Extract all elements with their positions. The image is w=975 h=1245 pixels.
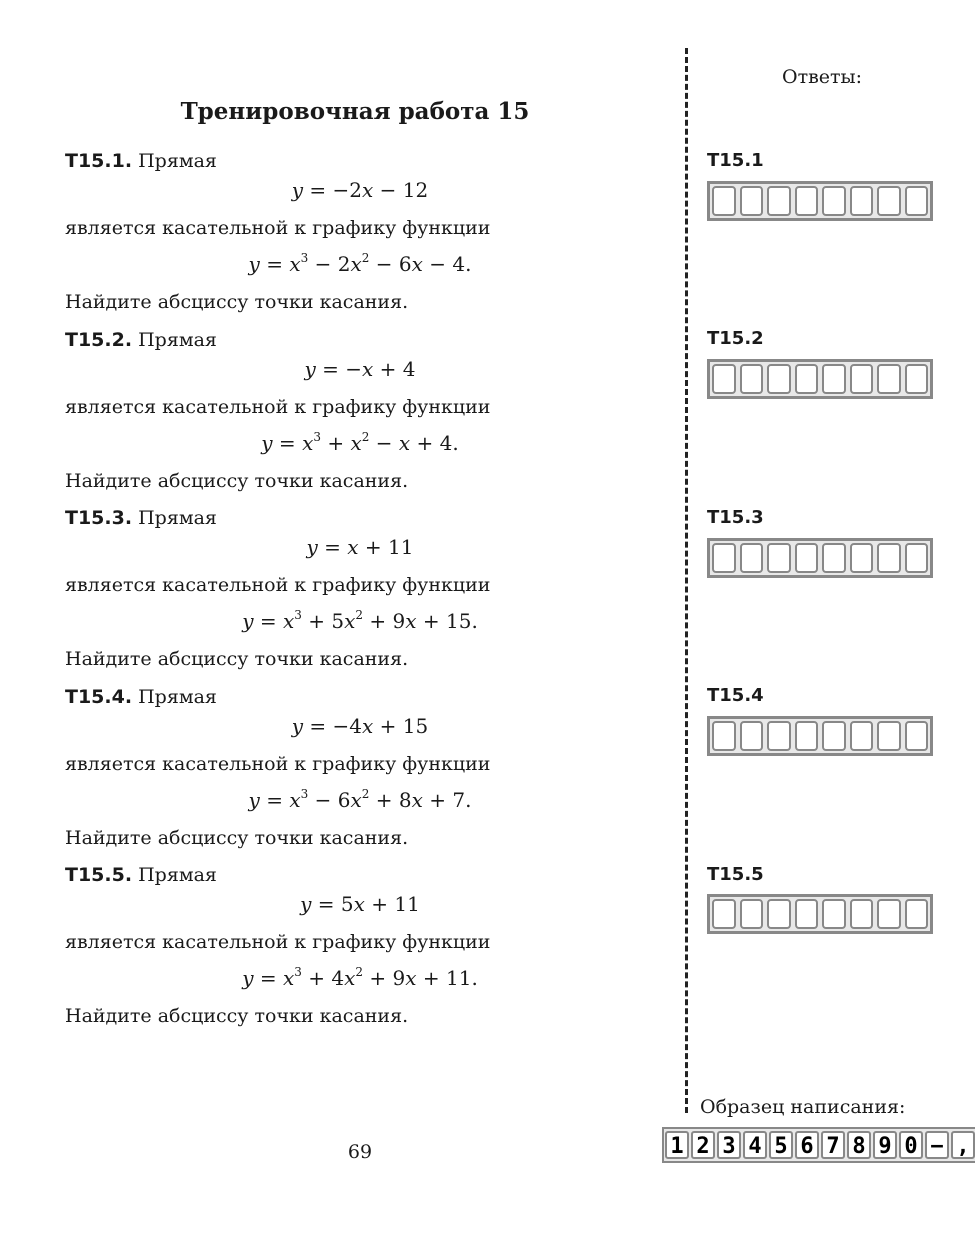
math-variable: x	[350, 788, 362, 812]
math-exponent: 3	[294, 608, 302, 622]
math-variable: x	[362, 178, 374, 202]
answer-cell[interactable]	[905, 899, 929, 929]
answer-label: Т15.4	[707, 685, 764, 706]
math-text: = 5	[311, 892, 354, 916]
task-label: Т15.5.	[65, 864, 133, 886]
function-equation	[65, 251, 655, 277]
function-equation	[65, 787, 655, 813]
sample-char: 9	[873, 1131, 897, 1159]
math-text: + 8	[369, 788, 412, 812]
answer-cell[interactable]	[877, 364, 901, 394]
math-text: + 11	[364, 892, 420, 916]
sample-char: 4	[743, 1131, 767, 1159]
math-exponent: 2	[361, 787, 370, 801]
math-variable: y	[304, 357, 316, 381]
math-variable: y	[242, 609, 254, 633]
answer-cell[interactable]	[795, 186, 819, 216]
math-text: +	[320, 431, 351, 455]
answers-title: Ответы:	[782, 66, 863, 88]
task-description: является касательной к графику функции	[65, 574, 491, 596]
answer-cell[interactable]	[877, 186, 901, 216]
task-label: Т15.4.	[65, 686, 133, 708]
math-text: = −2	[303, 178, 363, 202]
math-exponent: 2	[361, 430, 370, 444]
sample-char: 1	[665, 1131, 689, 1159]
math-variable: x	[411, 788, 423, 812]
math-variable: x	[362, 714, 374, 738]
answer-cell[interactable]	[877, 899, 901, 929]
sample-label: Образец написания:	[700, 1096, 906, 1118]
answer-cell[interactable]	[822, 899, 846, 929]
answer-cell[interactable]	[712, 899, 736, 929]
math-variable: y	[261, 431, 273, 455]
answer-label: Т15.2	[707, 328, 764, 349]
answer-cell[interactable]	[877, 721, 901, 751]
math-variable: y	[306, 535, 318, 559]
math-text: − 6	[308, 788, 351, 812]
math-text: + 15.	[416, 609, 478, 633]
sample-char: 5	[769, 1131, 793, 1159]
answer-cell[interactable]	[767, 543, 791, 573]
answer-cell[interactable]	[905, 543, 929, 573]
math-exponent: 3	[300, 251, 309, 265]
math-variable: x	[353, 892, 365, 916]
answer-label: Т15.1	[707, 150, 764, 171]
answer-cell[interactable]	[905, 186, 929, 216]
math-text: = −4	[303, 714, 363, 738]
math-text: − 12	[373, 178, 429, 202]
math-exponent: 2	[355, 608, 364, 622]
dashed-divider	[685, 48, 688, 1113]
task-question: Найдите абсциссу точки касания.	[65, 291, 409, 313]
page-number: 69	[347, 1141, 373, 1163]
line-equation	[65, 534, 655, 560]
answer-cell[interactable]	[850, 186, 874, 216]
task-2	[65, 328, 665, 508]
math-variable: x	[289, 252, 301, 276]
task-header	[65, 506, 217, 530]
task-intro: Прямая	[138, 864, 217, 886]
answer-field-4[interactable]	[707, 716, 933, 756]
task-5	[65, 863, 665, 1043]
math-text: + 15	[373, 714, 429, 738]
task-question: Найдите абсциссу точки касания.	[65, 648, 409, 670]
answer-cell[interactable]	[740, 186, 764, 216]
answer-cell[interactable]	[822, 543, 846, 573]
answer-cell[interactable]	[905, 721, 929, 751]
answer-label: Т15.5	[707, 864, 764, 885]
math-text: =	[259, 252, 290, 276]
page-title: Тренировочная работа 15	[180, 98, 530, 125]
sample-char: 6	[795, 1131, 819, 1159]
answer-cell[interactable]	[795, 364, 819, 394]
answer-cell[interactable]	[712, 721, 736, 751]
answer-cell[interactable]	[877, 543, 901, 573]
task-description: является касательной к графику функции	[65, 753, 491, 775]
math-variable: x	[282, 966, 295, 990]
math-exponent: 2	[361, 251, 370, 265]
task-description: является касательной к графику функции	[65, 931, 491, 953]
math-variable: y	[248, 788, 260, 812]
math-variable: x	[405, 609, 417, 633]
task-header	[65, 328, 217, 352]
answer-cell[interactable]	[850, 364, 874, 394]
math-text: −	[369, 431, 399, 455]
answer-field-1[interactable]	[707, 181, 933, 221]
math-text: + 9	[363, 966, 406, 990]
math-variable: x	[398, 431, 411, 455]
math-variable: x	[405, 966, 417, 990]
answer-cell[interactable]	[767, 186, 791, 216]
answer-cell[interactable]	[822, 721, 846, 751]
task-intro: Прямая	[138, 686, 217, 708]
answer-cell[interactable]	[905, 364, 929, 394]
answer-cell[interactable]	[795, 543, 819, 573]
math-exponent: 3	[294, 965, 302, 979]
line-equation	[65, 177, 655, 203]
task-question: Найдите абсциссу точки касания.	[65, 1005, 409, 1027]
math-variable: x	[350, 252, 362, 276]
math-exponent: 3	[300, 787, 309, 801]
math-text: + 5	[301, 609, 345, 633]
math-variable: x	[302, 431, 314, 455]
answer-cell[interactable]	[740, 721, 764, 751]
answer-field-5[interactable]	[707, 894, 933, 934]
task-question: Найдите абсциссу точки касания.	[65, 827, 409, 849]
function-equation	[65, 965, 655, 991]
answer-cell[interactable]	[850, 899, 874, 929]
answer-cell[interactable]	[740, 543, 764, 573]
math-exponent: 2	[355, 965, 364, 979]
line-equation	[65, 713, 655, 739]
answer-cell[interactable]	[767, 364, 791, 394]
sample-char: 2	[691, 1131, 715, 1159]
task-intro: Прямая	[138, 150, 217, 172]
function-equation	[65, 430, 655, 456]
answer-cell[interactable]	[795, 899, 819, 929]
task-label: Т15.3.	[65, 507, 133, 529]
math-text: + 11	[358, 535, 414, 559]
task-1	[65, 149, 665, 329]
math-text: =	[253, 609, 283, 633]
math-variable: x	[282, 609, 295, 633]
function-equation	[65, 608, 655, 634]
task-question: Найдите абсциссу точки касания.	[65, 470, 409, 492]
task-header	[65, 149, 217, 173]
math-variable: x	[347, 535, 359, 559]
task-intro: Прямая	[138, 507, 217, 529]
math-variable: y	[242, 966, 254, 990]
math-exponent: 3	[313, 430, 321, 444]
answer-label: Т15.3	[707, 507, 764, 528]
math-text: + 7.	[422, 788, 472, 812]
math-variable: x	[362, 357, 374, 381]
math-text: + 4.	[410, 431, 459, 455]
math-text: − 4.	[422, 252, 472, 276]
answer-cell[interactable]	[767, 721, 791, 751]
answer-cell[interactable]	[767, 899, 791, 929]
task-4	[65, 685, 665, 865]
sample-char: 0	[899, 1131, 923, 1159]
math-variable: x	[350, 431, 362, 455]
math-text: =	[259, 788, 290, 812]
math-text: + 11.	[416, 966, 478, 990]
math-variable: y	[300, 892, 312, 916]
math-variable: x	[411, 252, 423, 276]
math-text: =	[272, 431, 303, 455]
answer-cell[interactable]	[740, 364, 764, 394]
answer-cell[interactable]	[850, 721, 874, 751]
answer-cell[interactable]	[822, 186, 846, 216]
task-label: Т15.1.	[65, 150, 133, 172]
math-variable: y	[291, 178, 304, 202]
task-intro: Прямая	[138, 329, 217, 351]
sample-char: 3	[717, 1131, 741, 1159]
answer-field-2[interactable]	[707, 359, 933, 399]
answer-cell[interactable]	[822, 364, 846, 394]
math-variable: y	[248, 252, 260, 276]
task-header	[65, 685, 217, 709]
answer-cell[interactable]	[740, 899, 764, 929]
math-text: − 2	[308, 252, 351, 276]
math-text: = −	[315, 357, 363, 381]
math-text: − 6	[369, 252, 412, 276]
answer-cell[interactable]	[850, 543, 874, 573]
answer-cell[interactable]	[712, 543, 736, 573]
task-description: является касательной к графику функции	[65, 396, 491, 418]
answer-cell[interactable]	[712, 364, 736, 394]
answer-field-3[interactable]	[707, 538, 933, 578]
math-variable: y	[291, 714, 304, 738]
task-header	[65, 863, 217, 887]
task-label: Т15.2.	[65, 329, 133, 351]
sample-char: −	[925, 1131, 949, 1159]
answer-cell[interactable]	[712, 186, 736, 216]
math-variable: x	[344, 966, 356, 990]
sample-char: 7	[821, 1131, 845, 1159]
math-text: =	[253, 966, 283, 990]
math-variable: x	[344, 609, 356, 633]
answer-cell[interactable]	[795, 721, 819, 751]
sample-writing-row	[662, 1127, 975, 1163]
task-3	[65, 506, 665, 686]
math-text: + 4	[301, 966, 345, 990]
math-text: =	[317, 535, 348, 559]
sample-char: 8	[847, 1131, 871, 1159]
sample-char: ,	[951, 1131, 975, 1159]
math-text: + 4	[373, 357, 416, 381]
line-equation	[65, 891, 655, 917]
task-description: является касательной к графику функции	[65, 217, 491, 239]
math-text: + 9	[363, 609, 406, 633]
line-equation	[65, 356, 655, 382]
math-variable: x	[289, 788, 301, 812]
